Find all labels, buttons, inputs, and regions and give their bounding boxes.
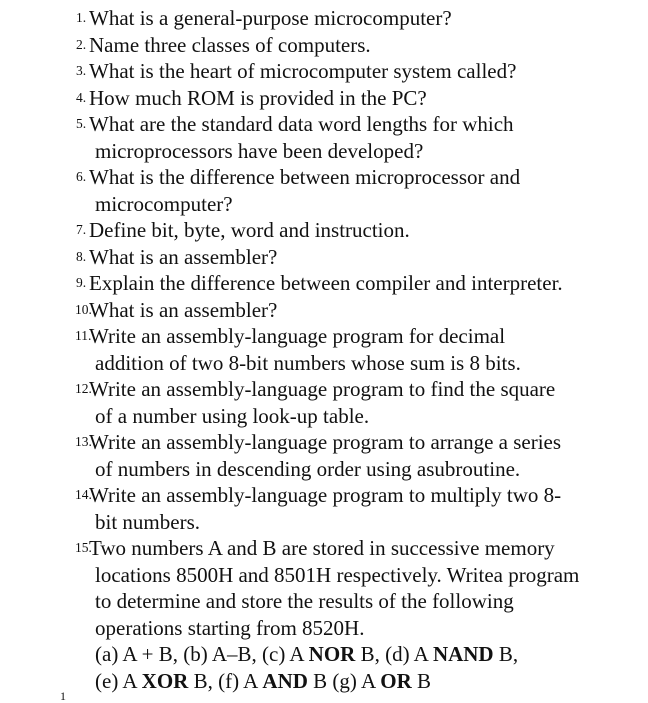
- operations-text: B (g) A: [307, 668, 381, 693]
- question-text: What are the standard data word lengths for which: [89, 112, 514, 136]
- question-item: [0, 111, 648, 164]
- operations-text: B: [411, 668, 432, 693]
- question-number: 13.: [75, 434, 92, 449]
- question-text: What is the difference between microprocessor and: [89, 165, 521, 189]
- question-text: Define bit, byte, word and instruction.: [89, 218, 410, 242]
- question-text: Write an assembly-language program to find the square: [89, 377, 556, 401]
- question-item: [0, 270, 648, 297]
- question-item: [0, 323, 648, 376]
- question-text: What is the heart of microcomputer system called?: [89, 59, 517, 83]
- operations-text: B,: [493, 642, 519, 666]
- question-text-continued: to determine and store the results of the following: [95, 589, 514, 613]
- question-item: [0, 244, 648, 271]
- nand-operator: NAND: [432, 642, 494, 666]
- question-number: 2.: [76, 36, 87, 52]
- question-number: 3.: [76, 63, 87, 78]
- question-list: [0, 5, 648, 694]
- question-number: 8.: [76, 248, 87, 264]
- question-text: Explain the difference between compiler and interpreter.: [89, 271, 563, 295]
- or-operator: OR: [380, 668, 412, 693]
- question-text: Name three classes of computers.: [89, 32, 371, 57]
- question-text: Write an assembly-language program for decimal: [89, 324, 506, 348]
- question-number: 14.: [75, 487, 92, 502]
- and-operator: AND: [262, 668, 308, 693]
- question-text: What is an assembler?: [89, 244, 278, 269]
- question-number: 10.: [75, 301, 92, 317]
- operations-line-2: [95, 669, 431, 693]
- question-item: [0, 58, 648, 85]
- question-number: 4.: [76, 89, 87, 105]
- question-number: 12.: [75, 381, 92, 396]
- question-text-continued: bit numbers.: [95, 509, 200, 534]
- stray-page-mark: 1: [60, 689, 66, 703]
- operations-text: (a) A + B, (b) A–B, (c) A: [95, 642, 309, 666]
- question-text: Write an assembly-language program to multiply two 8-: [89, 483, 562, 507]
- question-text: What is a general-purpose microcomputer?: [89, 6, 452, 30]
- question-text: Two numbers A and B are stored in successive memory: [89, 536, 555, 560]
- question-number: 15.: [75, 540, 92, 555]
- question-item: [0, 85, 648, 112]
- question-item: [0, 217, 648, 244]
- question-text: What is an assembler?: [89, 297, 278, 322]
- question-item: [0, 5, 648, 32]
- question-item: [0, 429, 648, 482]
- question-text-continued: of numbers in descending order using asubroutine.: [95, 456, 521, 481]
- question-item: [0, 164, 648, 217]
- question-item: [0, 32, 648, 59]
- xor-operator: XOR: [141, 668, 189, 693]
- nor-operator: NOR: [308, 642, 356, 666]
- question-text-continued: operations starting from 8520H.: [95, 615, 365, 640]
- operations-line-1: [95, 642, 518, 666]
- question-number: 7.: [76, 222, 87, 237]
- question-text: How much ROM is provided in the PC?: [89, 85, 427, 110]
- question-number: 11.: [75, 328, 92, 343]
- question-text-continued: microprocessors have been developed?: [95, 138, 424, 163]
- question-text-continued: addition of two 8-bit numbers whose sum is 8 bits.: [95, 350, 521, 375]
- question-text-continued: of a number using look-up table.: [95, 403, 370, 428]
- operations-text: B, (f) A: [188, 668, 263, 693]
- question-text: Write an assembly-language program to arrange a series: [89, 430, 562, 454]
- question-number: 5.: [76, 116, 87, 131]
- operations-text: B, (d) A: [355, 642, 433, 666]
- question-item: [0, 297, 648, 324]
- question-item: [0, 376, 648, 429]
- question-item: [0, 482, 648, 535]
- question-number: 1.: [76, 10, 87, 25]
- question-item: [0, 535, 648, 694]
- question-number: 9.: [76, 275, 87, 290]
- question-text-continued: locations 8500H and 8501H respectively. Writea program: [95, 562, 580, 587]
- operations-text: (e) A: [95, 668, 142, 693]
- question-number: 6.: [76, 169, 87, 184]
- question-text-continued: microcomputer?: [95, 191, 233, 216]
